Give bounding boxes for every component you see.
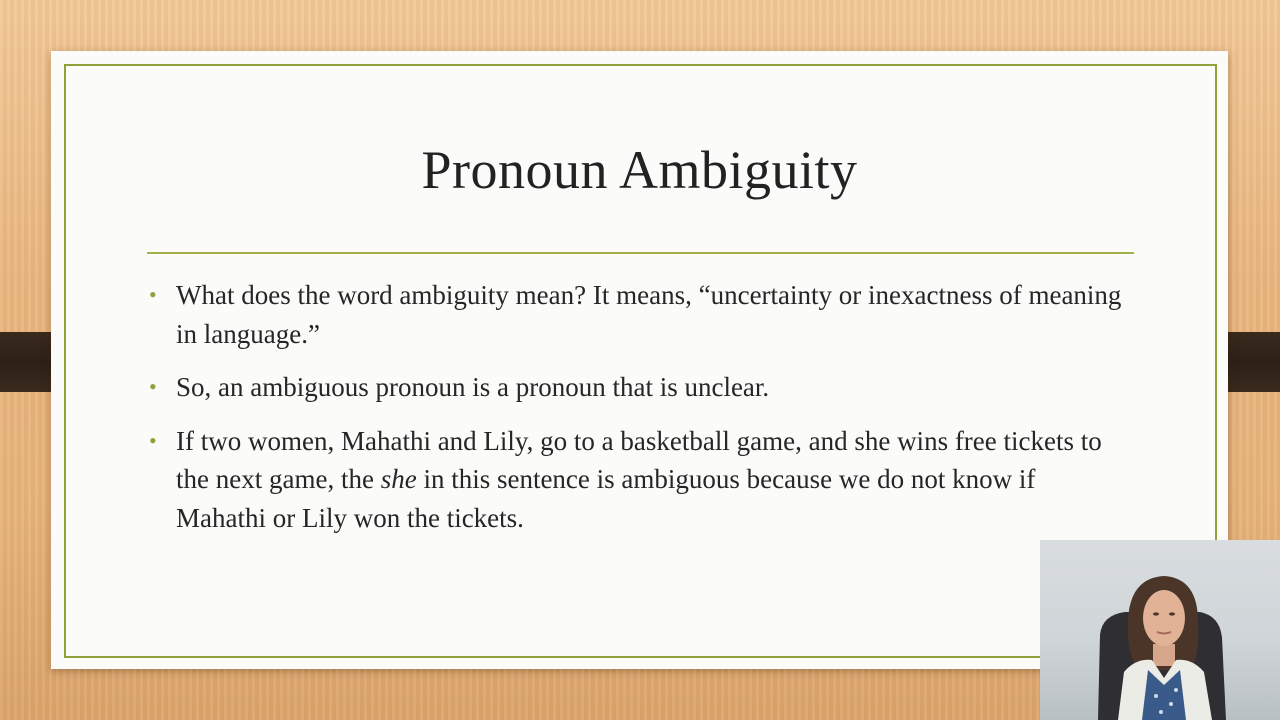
bullet-emphasis: she (380, 464, 417, 494)
bullet-text-before: If two women, Mahathi and Lily, go to a basketball game, and she wins free tickets to the next game, the (176, 425, 1102, 494)
bullet-item (147, 368, 1127, 407)
slide-title: Pronoun Ambiguity (421, 140, 858, 200)
bullet-text-after: in this sentence is ambiguous because we do not know if Mahathi or Lily won the tickets. (176, 464, 1036, 533)
bullet-list (147, 276, 1127, 552)
webcam-overlay (1040, 540, 1280, 720)
bullet-dot-icon: • (149, 427, 157, 453)
presenter-video-image (1040, 540, 1280, 720)
bullet-item (147, 422, 1127, 538)
bullet-text: So, an ambiguous pronoun is a pronoun that is unclear. (176, 372, 770, 402)
title-divider (147, 252, 1134, 254)
bullet-item (147, 276, 1127, 353)
bullet-dot-icon: • (149, 282, 157, 307)
bullet-text: What does the word ambiguity mean? It means, “uncertainty or inexactness of meaning in language.” (176, 280, 1122, 349)
bullet-dot-icon: • (149, 374, 157, 399)
